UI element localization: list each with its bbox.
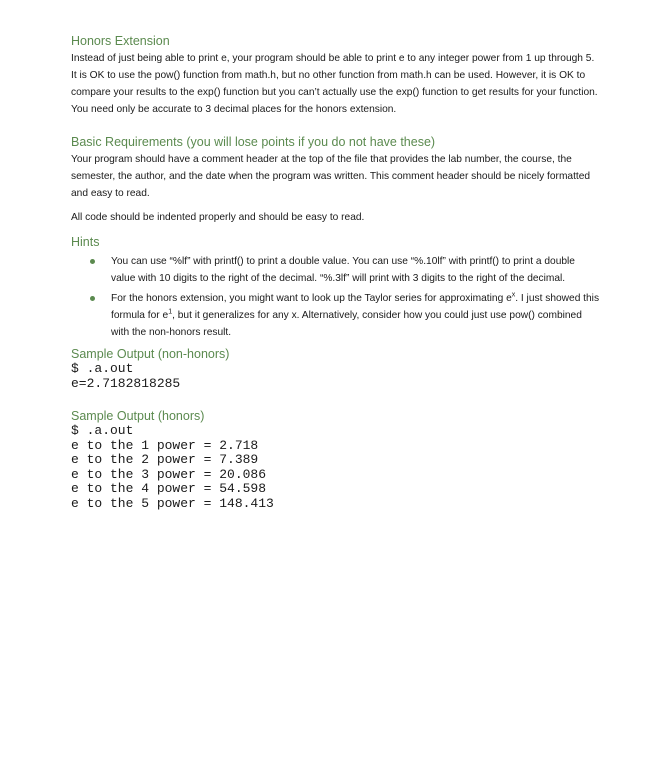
sample-output-nonhonors-code <box>71 362 601 391</box>
honors-extension-paragraph: Instead of just being able to print e, your program should be able to print e to any integer power from 1 up through 5. It is OK to use the pow() function from math.h, but no other function from math.h can be used. However, it is OK to compare your results to the exp() function but you can’t actually use the exp() function to get results for your function. You need only be accurate to 3 decimal places for the honors extension. <box>71 53 598 115</box>
code-line: e to the 2 power = 7.389 <box>71 452 259 467</box>
bullet-dot-icon <box>90 259 95 264</box>
hints-section <box>71 234 601 341</box>
honors-extension-heading: Honors Extension <box>71 34 170 48</box>
hints-list <box>71 253 601 341</box>
code-line: e to the 1 power = 2.718 <box>71 437 259 453</box>
code-line: e to the 5 power = 148.413 <box>71 495 274 511</box>
hint-printf-text: You can use “%lf” with printf() to print a double value. You can use “%.10lf” with printf() to print a double value with 10 digits to the right of the decimal. “%.3lf” will print with 3 digits to the right of the decimal. <box>111 256 575 284</box>
code-line: $ .a.out <box>71 423 134 438</box>
hint-taylor-text-part2: . I just showed this formula for e <box>111 293 600 321</box>
sample-output-honors-heading: Sample Output (honors) <box>71 409 205 423</box>
hint-printf-item <box>71 253 601 287</box>
sample-output-nonhonors-heading: Sample Output (non-honors) <box>71 347 230 361</box>
superscript-1: 1 <box>168 308 173 316</box>
hints-heading: Hints <box>71 235 100 249</box>
sample-output-honors-section <box>71 409 601 511</box>
code-line: e to the 3 power = 20.086 <box>71 466 267 482</box>
hint-taylor-item <box>71 290 601 341</box>
honors-extension-section <box>71 33 601 118</box>
hint-taylor-text-part3: , but it generalizes for any x. Alternatively, consider how you could just use pow() combined with the non-honors result. <box>111 310 582 338</box>
indentation-paragraph: All code should be indented properly and should be easy to read. <box>71 212 365 223</box>
code-line: e to the 4 power = 54.598 <box>71 481 267 496</box>
basic-requirements-heading: Basic Requirements (you will lose points if you do not have these) <box>71 135 436 149</box>
basic-requirements-section <box>71 134 601 226</box>
document-page <box>71 33 601 511</box>
sample-output-nonhonors-section <box>71 347 601 391</box>
superscript-x: x <box>511 291 516 299</box>
code-line: e=2.7182818285 <box>71 375 181 391</box>
bullet-dot-icon <box>90 296 95 301</box>
hint-taylor-text-part1: For the honors extension, you might want to look up the Taylor series for approximating e <box>111 293 512 304</box>
sample-output-honors-code <box>71 424 601 511</box>
comment-header-paragraph: Your program should have a comment header at the top of the file that provides the lab number, the course, the semester, the author, and the date when the program was written. This comment header should be nicely formatted and easy to read. <box>71 154 591 199</box>
code-line: $ .a.out <box>71 361 134 376</box>
